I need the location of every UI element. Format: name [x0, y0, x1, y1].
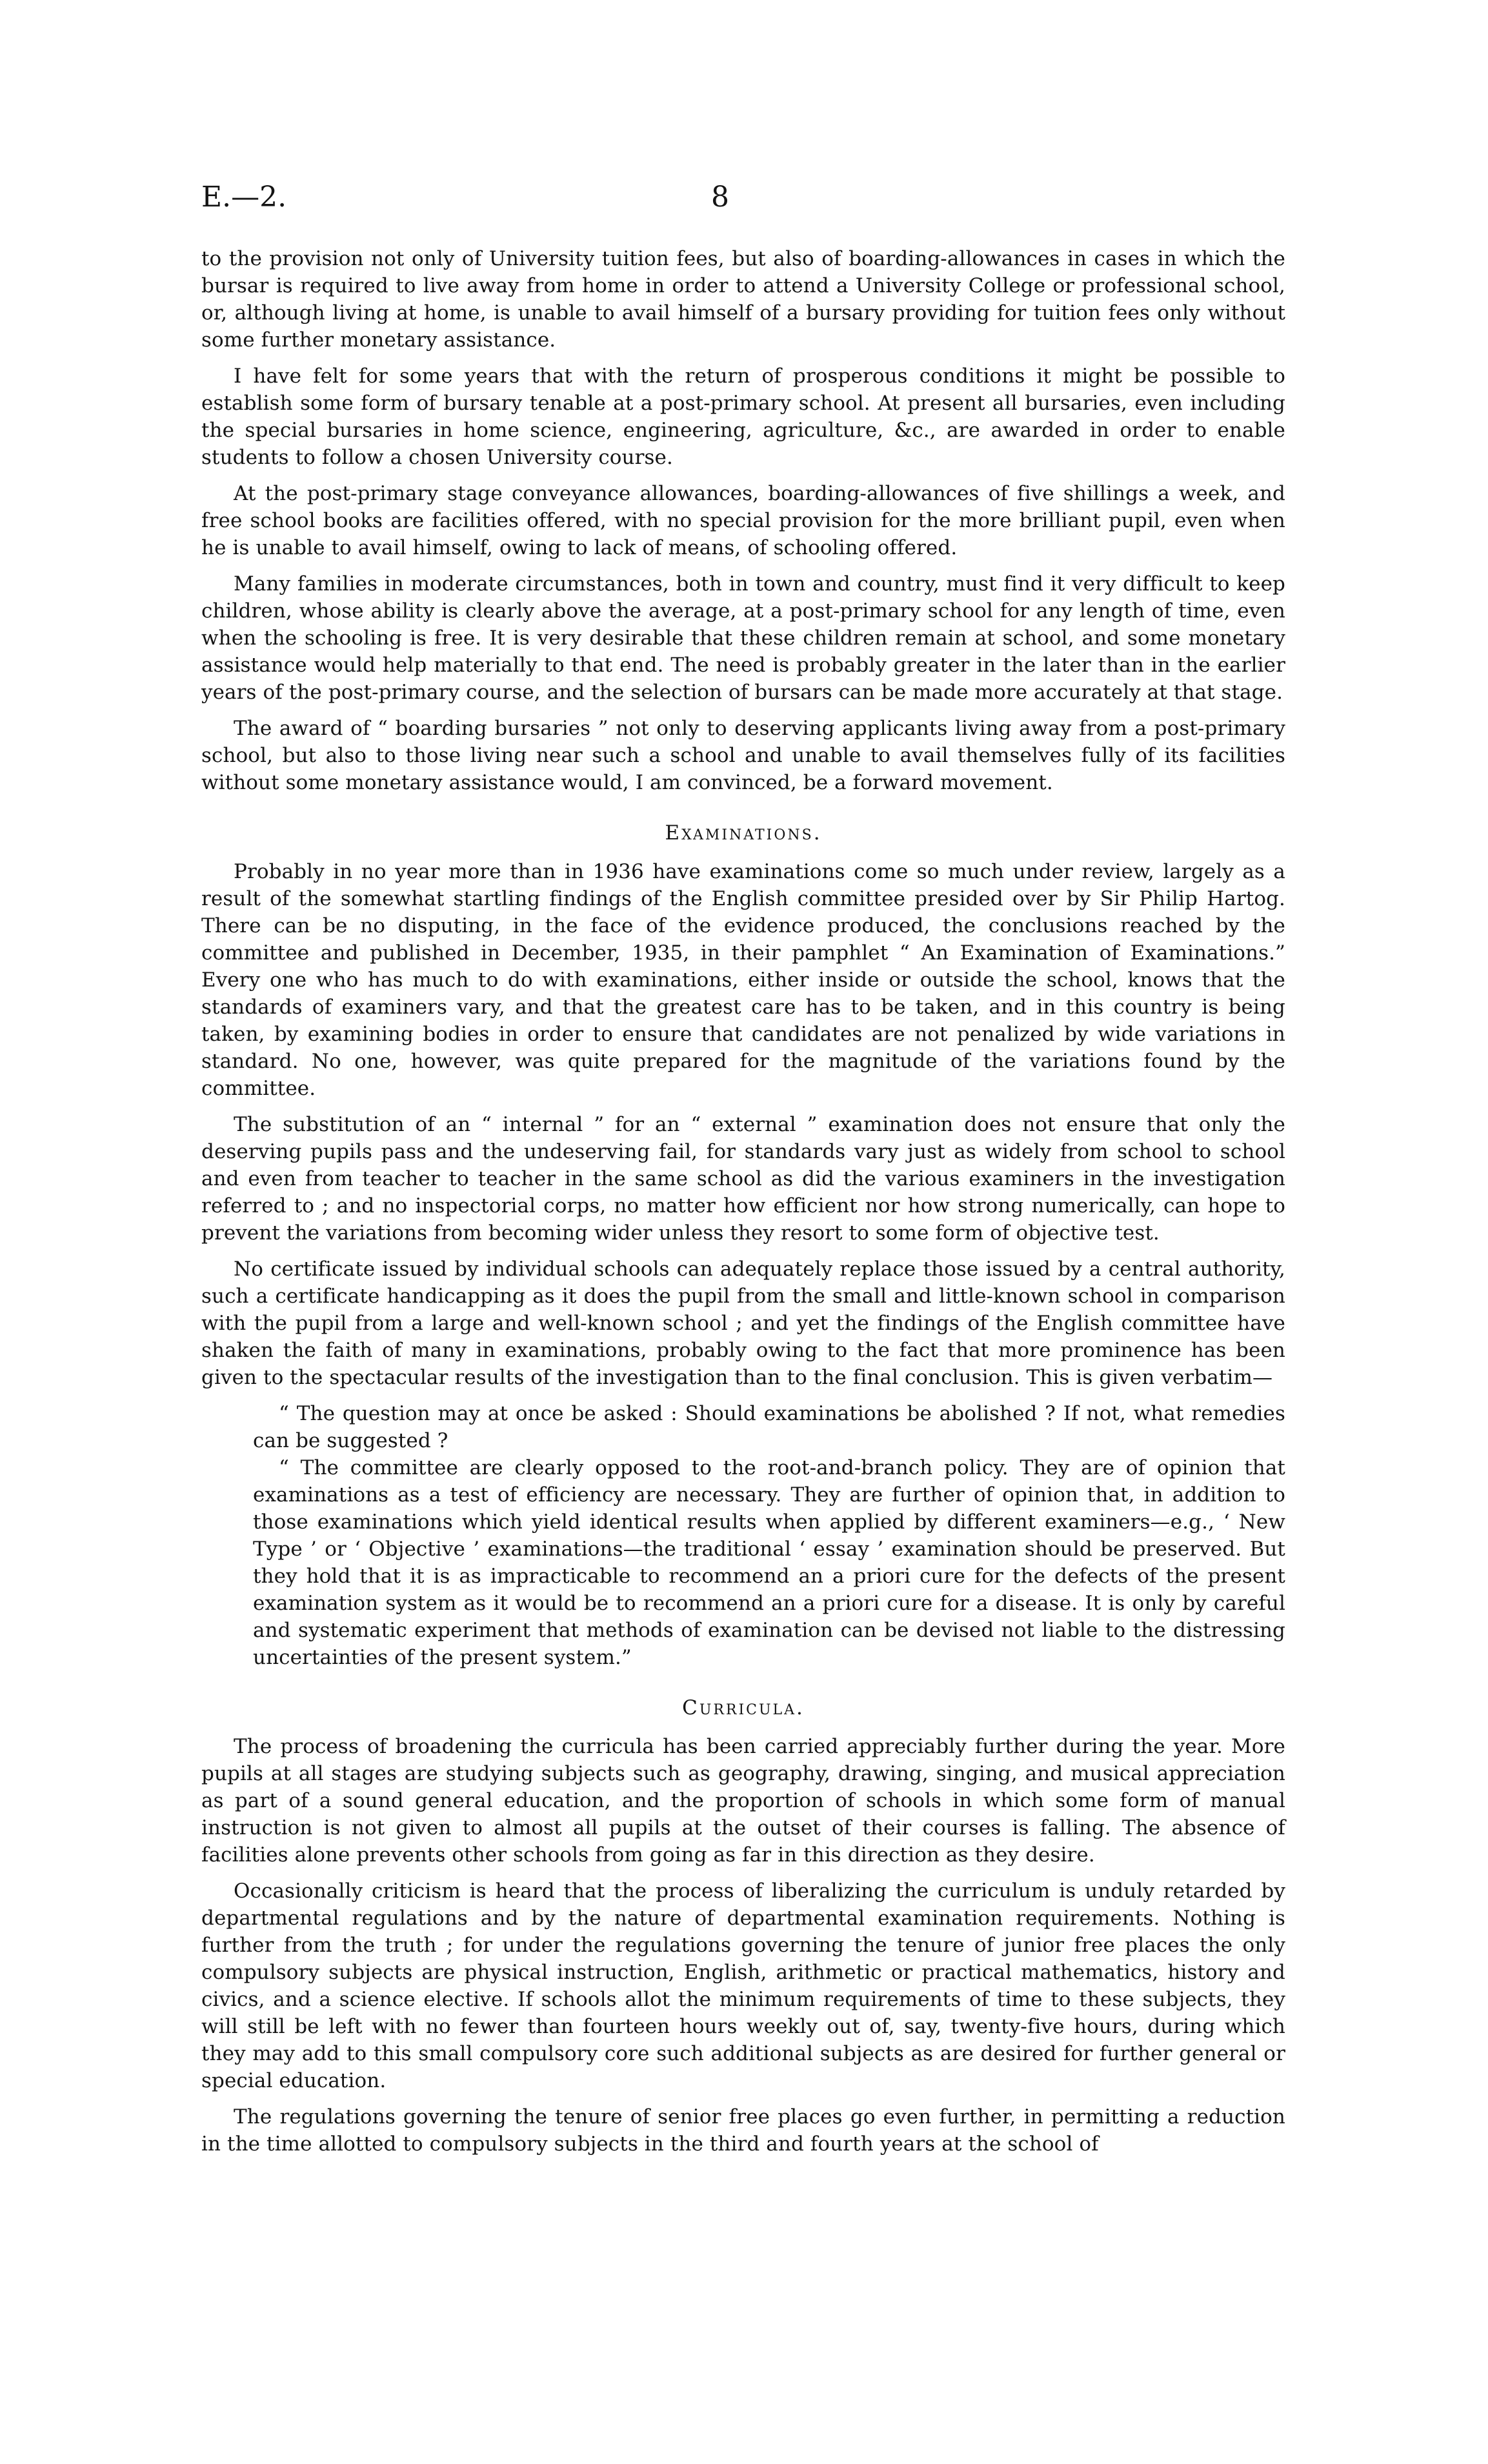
intro-paragraph-3: At the post-primary stage conveyance allowances, boarding-allowances of five shillings a week, and free school books are facilities offered, with no special provision for the more brilliant pupil, even when he is unable to avail himself, owing to lack of means, of schooling offered. — [201, 482, 1285, 559]
quote-paragraph-2: “ The committee are clearly opposed to the root-and-branch policy. They are of opinion that examinations as a test of efficiency are necessary. They are further of opinion that, in addition to those examinations which yield identical results when applied by different examiners—e.g., ‘ New Type ’ or ‘ Objective ’ examinations—the traditional ‘ essay ’ examination should be preserved. But they hold that it is as impracticable to recommend an a priori cure for the defects of the present examination system as it would be to recommend an a priori cure for a disease. It is only by careful and systematic experiment that methods of examination can be devised not liable to the distressing uncertainties of the present system.” — [253, 1456, 1285, 1669]
examinations-heading: Examinations. — [665, 821, 822, 845]
intro-paragraph-4: Many families in moderate circumstances, both in town and country, must find it very difficult to keep children, whose ability is clearly above the average, at a post-primary school for any length of time, even when the schooling is free. It is very desirable that these children remain at school, and some monetary assistance would help materially to that end. The need is probably greater in the later than in the earlier years of the post-primary course, and the selection of bursars can be made more accurately at that stage. — [201, 572, 1285, 704]
examinations-paragraph-1: Probably in no year more than in 1936 have examinations come so much under review, largely as a result of the somewhat startling findings of the English committee presided over by Sir Philip Hartog. There can be no disputing, in the face of the evidence produced, the conclusions reached by the committee and published in December, 1935, in their pamphlet “ An Examination of Examinations.” Every one who has much to do with examinations, either inside or outside the school, knows that the standards of examiners vary, and that the greatest care has to be taken, and in this country is being taken, by examining bodies in order to ensure that candidates are not penalized by wide variations in standard. No one, however, was quite prepared for the magnitude of the variations found by the committee. — [201, 860, 1285, 1100]
page-header — [201, 181, 1285, 226]
curricula-paragraph-2: Occasionally criticism is heard that the process of liberalizing the curriculum is unduly retarded by departmental regulations and by the nature of departmental examination requirements. Nothing is further from the truth ; for under the regulations governing the tenure of junior free places the only compulsory subjects are physical instruction, English, arithmetic or practical mathematics, history and civics, and a science elective. If schools allot the minimum requirements of time to these subjects, they will still be left with no fewer than fourteen hours weekly out of, say, twenty-five hours, during which they may add to this small compulsory core such additional subjects as are desired for further general or special education. — [201, 1879, 1285, 2092]
intro-paragraph-1: to the provision not only of University tuition fees, but also of boarding-allowances in cases in which the bursar is required to live away from home in order to attend a University College or professional school, or, although living at home, is unable to avail himself of a bursary providing for tuition fees only without some further monetary assistance. — [201, 247, 1285, 352]
page-number: 8 — [711, 181, 729, 214]
examinations-paragraph-2: The substitution of an “ internal ” for an “ external ” examination does not ensure that only the deserving pupils pass and the undeserving fail, for standards vary just as widely from school to school and even from teacher to teacher in the same school as did the various examiners in the investigation referred to ; and no inspectorial corps, no matter how efficient nor how strong numerically, can hope to prevent the variations from becoming wider unless they resort to some form of objective test. — [201, 1113, 1285, 1245]
curricula-paragraph-1: The process of broadening the curricula has been carried appreciably further during the year. More pupils at all stages are studying subjects such as geography, drawing, singing, and musical appreciation as part of a sound general education, and the proportion of schools in which some form of manual instruction is not given to almost all pupils at the outset of their courses is falling. The absence of facilities alone prevents other schools from going as far in this direction as they desire. — [201, 1735, 1285, 1867]
curricula-paragraph-3: The regulations governing the tenure of senior free places go even further, in permitting a reduction in the time allotted to compulsory subjects in the third and fourth years at the school of — [201, 2105, 1285, 2156]
intro-paragraph-2: I have felt for some years that with the return of prosperous conditions it might be possible to establish some form of bursary tenable at a post-primary school. At present all bursaries, even including the special bursaries in home science, engineering, agriculture, &c., are awarded in order to enable students to follow a chosen University course. — [201, 365, 1285, 469]
curricula-heading: Curricula. — [682, 1696, 805, 1719]
document-body — [201, 245, 1285, 2167]
quote-paragraph-1: “ The question may at once be asked : Should examinations be abolished ? If not, what remedies can be suggested ? — [253, 1402, 1285, 1452]
document-reference: E.—2. — [201, 181, 287, 214]
verbatim-quote — [253, 1400, 1285, 1671]
examinations-paragraph-3: No certificate issued by individual schools can adequately replace those issued by a central authority, such a certificate handicapping as it does the pupil from the small and little-known school in comparison with the pupil from a large and well-known school ; and yet the findings of the English committee have shaken the faith of many in examinations, probably owing to the fact that more prominence has been given to the spectacular results of the investigation than to the final conclusion. This is given verbatim— — [201, 1257, 1285, 1389]
intro-paragraph-5: The award of “ boarding bursaries ” not only to deserving applicants living away from a post-primary school, but also to those living near such a school and unable to avail themselves fully of its facilities without some monetary assistance would, I am convinced, be a forward movement. — [201, 717, 1285, 794]
